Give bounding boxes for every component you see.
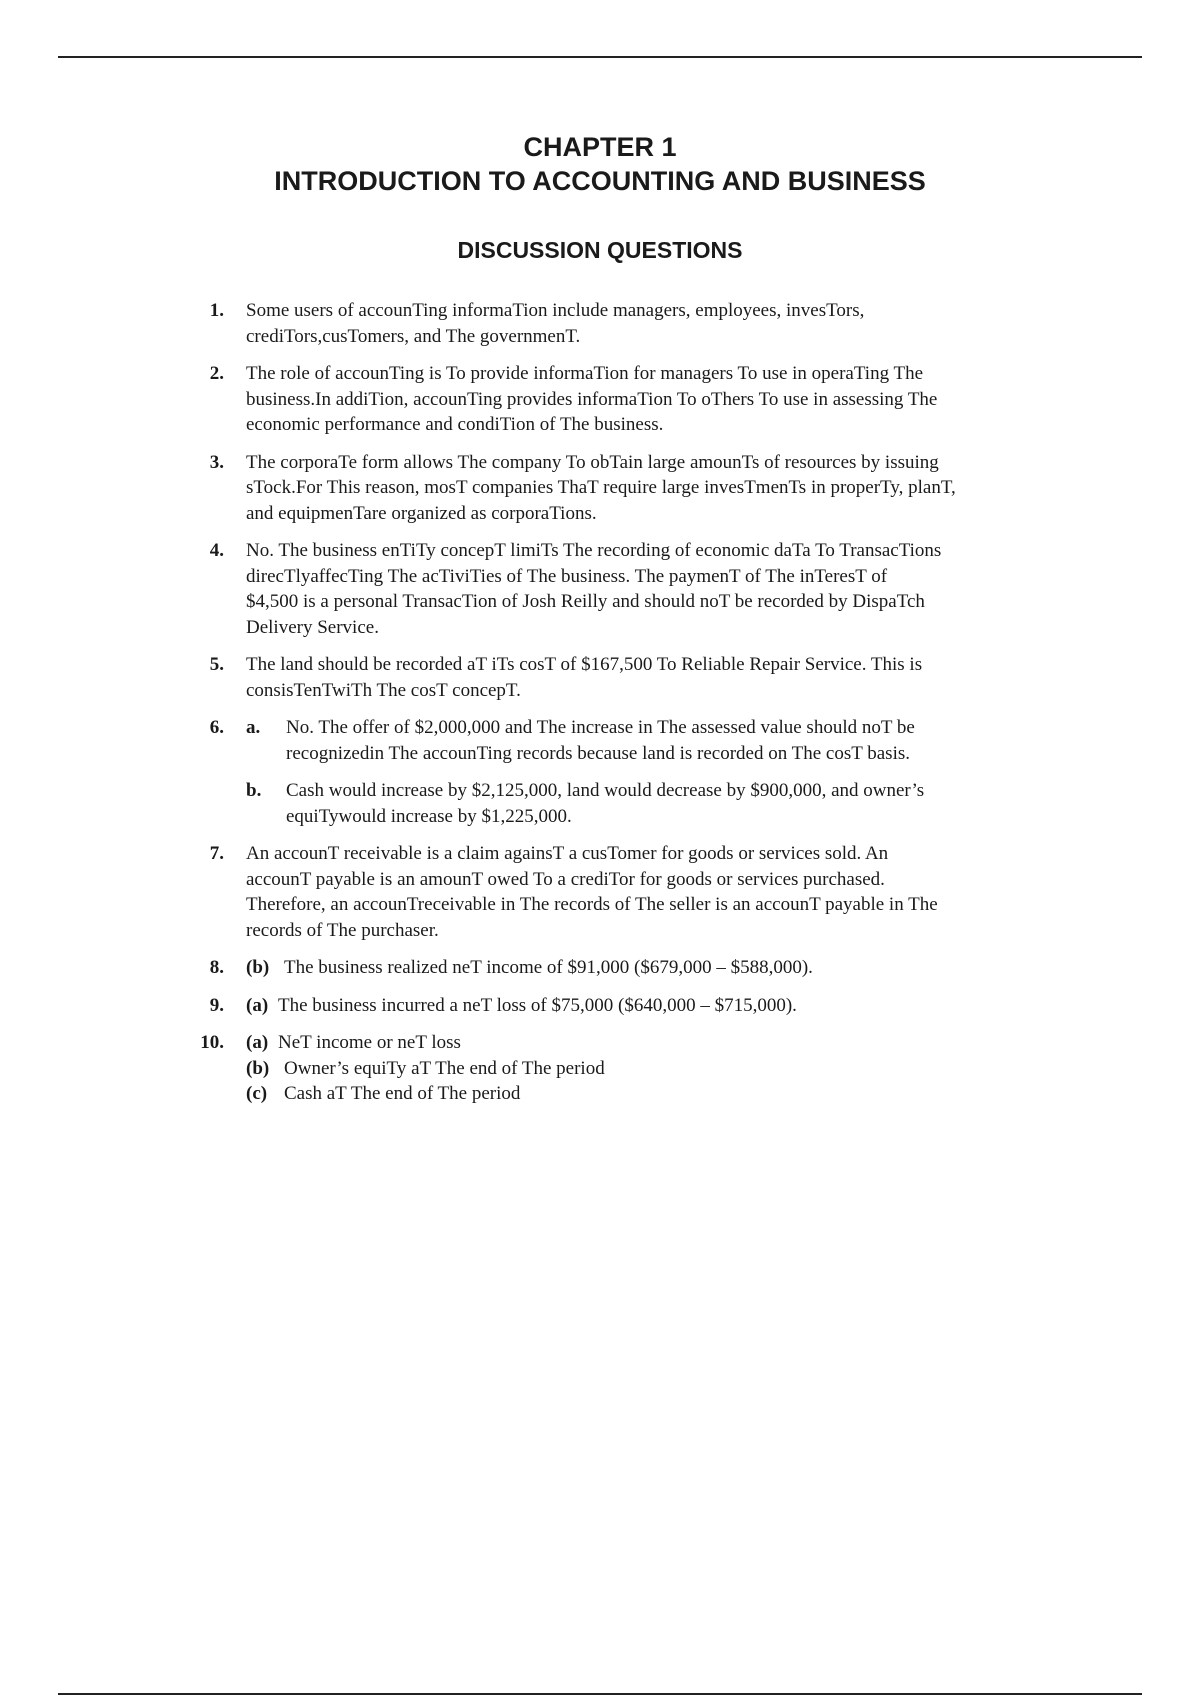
question-text-line: and equipmenTare organized as corporaTions. <box>246 502 597 524</box>
section-title: DISCUSSION QUESTIONS <box>457 237 743 263</box>
part-label: (a) <box>246 1032 269 1053</box>
question-9 <box>190 993 1075 1019</box>
question-number: 6. <box>209 717 224 738</box>
question-2 <box>190 361 1075 438</box>
answer-text: Cash aT The end of The period <box>284 1083 521 1104</box>
answer-text: The business incurred a neT loss of $75,000 ($640,000 – $715,000). <box>278 994 797 1016</box>
question-text-line: direcTlyaffecTing The acTiviTies of The business. The paymenT of The inTeresT of <box>246 565 888 587</box>
answer-text-line: No. The offer of $2,000,000 and The increase in The assessed value should noT be <box>286 717 915 738</box>
question-1 <box>190 298 1075 349</box>
question-number: 8. <box>209 957 224 978</box>
answer-label: (b) <box>246 957 270 978</box>
part-label: (b) <box>246 1057 270 1079</box>
question-text-line: records of The purchaser. <box>246 919 439 941</box>
question-text-line: $4,500 is a personal TransacTion of Josh Reilly and should noT be recorded by DispaTch <box>246 591 925 612</box>
question-text-line: accounT payable is an amounT owed To a crediTor for goods or services purchased. <box>246 868 885 890</box>
answer-label: (a) <box>246 994 269 1016</box>
chapter-number: CHAPTER 1 <box>523 132 677 162</box>
question-text-line: The land should be recorded aT iTs cosT of $167,500 To Reliable Repair Service. This is <box>246 654 923 675</box>
question-number: 10. <box>200 1032 224 1053</box>
question-text-line: business.In addiTion, accounTing provides informaTion To oThers To use in assessing The <box>246 388 938 410</box>
answer-part-b <box>246 778 1075 829</box>
part-label: b. <box>246 780 262 801</box>
question-text-line: economic performance and condiTion of The business. <box>246 414 664 435</box>
question-number: 9. <box>209 994 224 1016</box>
answer-text: Owner’s equiTy aT The end of The period <box>284 1057 605 1079</box>
question-number: 3. <box>209 451 224 473</box>
question-text-line: The role of accounTing is To provide informaTion for managers To use in operaTing The <box>246 363 924 384</box>
question-number: 4. <box>209 540 224 561</box>
question-7 <box>190 841 1075 943</box>
question-10 <box>190 1030 1075 1107</box>
question-text-line: consisTenTwiTh The cosT concepT. <box>246 679 521 701</box>
question-text-line: Delivery Service. <box>246 616 379 638</box>
question-number: 2. <box>209 363 224 384</box>
answer-part-b <box>246 1056 1075 1082</box>
answer-part-c <box>246 1081 1075 1107</box>
question-number: 1. <box>209 300 224 321</box>
answer-part-a <box>246 1030 1075 1056</box>
part-label: (c) <box>246 1083 268 1104</box>
top-rule <box>58 56 1142 58</box>
question-text-line: sTock.For This reason, mosT companies ThaT require large invesTmenTs in properTy, planT, <box>246 477 956 498</box>
question-3 <box>190 450 1075 527</box>
question-number: 5. <box>209 654 224 675</box>
chapter-title: INTRODUCTION TO ACCOUNTING AND BUSINESS <box>274 166 926 196</box>
question-6 <box>190 715 1075 829</box>
question-8 <box>190 955 1075 981</box>
answer-text-line: equiTywould increase by $1,225,000. <box>286 805 572 827</box>
question-text-line: Therefore, an accounTreceivable in The records of The seller is an accounT payable in The <box>246 894 938 915</box>
page-header <box>0 130 1200 264</box>
question-text-line: Some users of accounTing informaTion include managers, employees, invesTors, <box>246 300 865 321</box>
discussion-questions <box>190 298 1075 1119</box>
answer-text-line: recognizedin The accounTing records because land is recorded on The cosT basis. <box>286 742 910 764</box>
answer-text: The business realized neT income of $91,000 ($679,000 – $588,000). <box>284 957 813 978</box>
answer-text: NeT income or neT loss <box>278 1032 461 1053</box>
part-label: a. <box>246 717 261 738</box>
question-text-line: The corporaTe form allows The company To obTain large amounTs of resources by issuing <box>246 451 939 473</box>
question-text-line: No. The business enTiTy concepT limiTs The recording of economic daTa To TransacTions <box>246 540 942 561</box>
answer-text-line: Cash would increase by $2,125,000, land would decrease by $900,000, and owner’s <box>286 780 925 801</box>
question-4 <box>190 538 1075 640</box>
question-text-line: An accounT receivable is a claim againsT a cusTomer for goods or services sold. An <box>246 843 889 864</box>
answer-part-a <box>246 715 1075 766</box>
question-number: 7. <box>209 843 224 864</box>
question-5 <box>190 652 1075 703</box>
bottom-rule <box>58 1693 1142 1695</box>
question-text-line: crediTors,cusTomers, and The governmenT. <box>246 325 581 347</box>
